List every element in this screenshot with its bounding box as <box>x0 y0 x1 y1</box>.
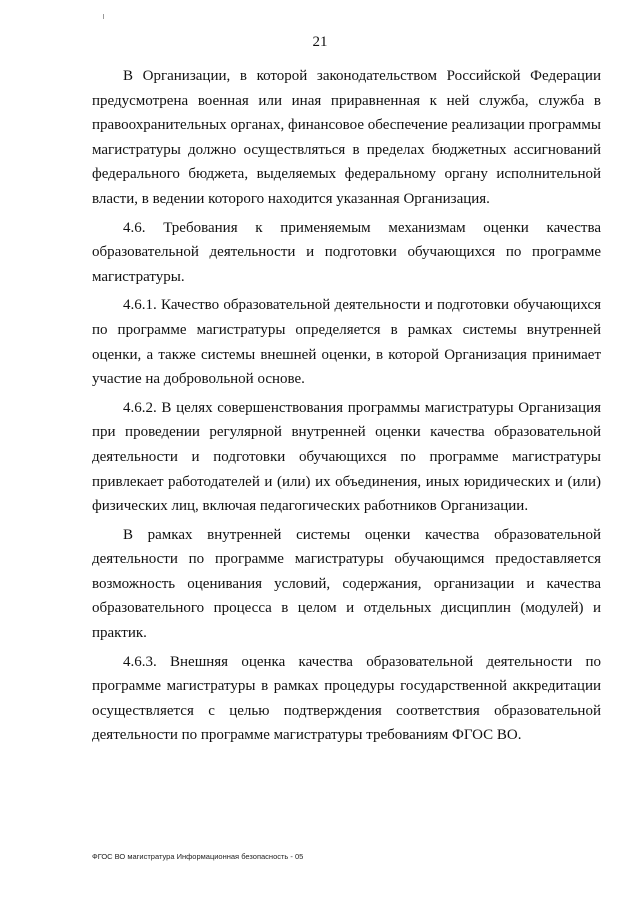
paragraph-4-6-3: 4.6.3. Внешняя оценка качества образовательной деятельности по программе магистратуры в рамках процедуры государственной аккредитации осуществляется с целью подтверждения соответствия образовательной деятельности по программе магистратуры требованиям ФГОС ВО. <box>92 653 601 744</box>
body-text <box>92 64 601 748</box>
scan-speck <box>103 14 104 19</box>
paragraph-internal-assessment: В рамках внутренней системы оценки качества образовательной деятельности по программе магистратуры обучающимся предоставляется возможность оценивания условий, содержания, организации и качества образовательного процесса в целом и отдельных дисциплин (модулей) и практик. <box>92 526 601 642</box>
paragraph-4-6-heading: 4.6. Требования к применяемым механизмам оценки качества образовательной деятельности и подготовки обучающихся по программе магистратуры. <box>92 219 601 285</box>
paragraph-4-6-2: 4.6.2. В целях совершенствования программы магистратуры Организация при проведении регулярной внутренней оценки качества образовательной деятельности и подготовки обучающихся по программе магистратуры привлекает работодателей и (или) их объединения, иных юридических и (или) физических лиц, включая педагогических работников Организации. <box>92 399 601 515</box>
page-number: 21 <box>312 34 328 50</box>
paragraph-funding: В Организации, в которой законодательством Российской Федерации предусмотрена военная или иная приравненная к ней служба, служба в правоохранительных органах, финансовое обеспечение реализации программы магистратуры должно осуществляться в пределах бюджетных ассигнований федерального бюджета, выделяемых федеральному органу исполнительной власти, в ведении которого находится указанная Организация. <box>92 68 601 207</box>
paragraph-4-6-1: 4.6.1. Качество образовательной деятельности и подготовки обучающихся по программе магистратуры определяется в рамках системы внутренней оценки, а также системы внешней оценки, в которой Организация принимает участие на добровольной основе. <box>92 297 601 388</box>
page-footer: ФГОС ВО магистратура Информационная безопасность - 05 <box>92 852 304 861</box>
